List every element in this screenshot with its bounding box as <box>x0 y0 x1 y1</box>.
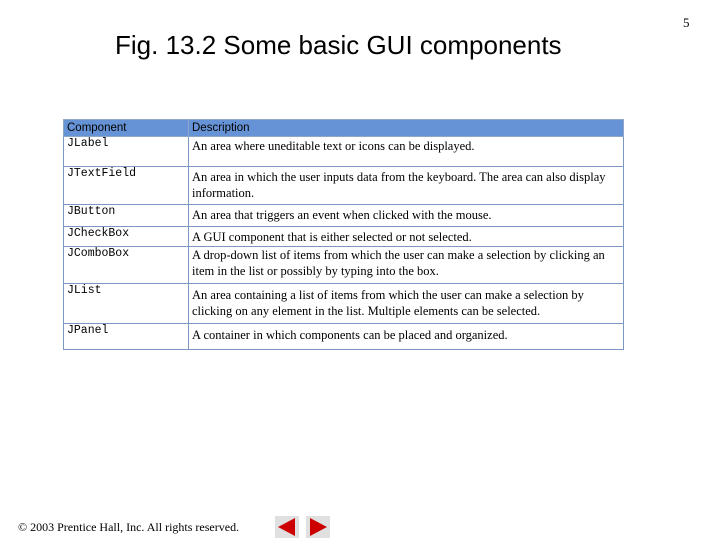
components-table <box>63 119 624 350</box>
slide-title: Fig. 13.2 Some basic GUI components <box>115 30 562 60</box>
column-header-description: Description <box>189 120 624 137</box>
component-description: A GUI component that is either selected or not selected. <box>189 227 624 247</box>
column-header-component: Component <box>64 120 189 137</box>
left-arrow-icon <box>275 516 299 538</box>
component-name: JPanel <box>64 324 189 350</box>
component-name: JList <box>64 284 189 324</box>
component-description: An area that triggers an event when clicked with the mouse. <box>189 205 624 227</box>
table-row <box>64 137 624 167</box>
component-description: An area in which the user inputs data from the keyboard. The area can also display information. <box>189 167 624 205</box>
component-name: JButton <box>64 205 189 227</box>
table-row <box>64 205 624 227</box>
page-number: 5 <box>683 15 690 30</box>
component-name: JLabel <box>64 137 189 167</box>
component-description: An area containing a list of items from which the user can make a selection by clicking on any element in the list. Multiple elements can be selected. <box>189 284 624 324</box>
table-header-row <box>64 120 624 137</box>
table-row <box>64 247 624 284</box>
copyright-footer: © 2003 Prentice Hall, Inc. All rights reserved. <box>18 520 240 534</box>
previous-slide-button[interactable] <box>275 516 299 538</box>
components-table-container <box>63 119 623 354</box>
right-arrow-icon <box>306 516 330 538</box>
component-name: JTextField <box>64 167 189 205</box>
component-name: JCheckBox <box>64 227 189 247</box>
next-slide-button[interactable] <box>306 516 330 538</box>
table-row <box>64 167 624 205</box>
component-description: An area where uneditable text or icons can be displayed. <box>189 137 624 167</box>
table-row <box>64 227 624 247</box>
component-description: A container in which components can be placed and organized. <box>189 324 624 350</box>
component-name: JComboBox <box>64 247 189 284</box>
table-row <box>64 284 624 324</box>
table-row <box>64 324 624 350</box>
component-description: A drop-down list of items from which the user can make a selection by clicking an item in the list or possibly by typing into the box. <box>189 247 624 284</box>
